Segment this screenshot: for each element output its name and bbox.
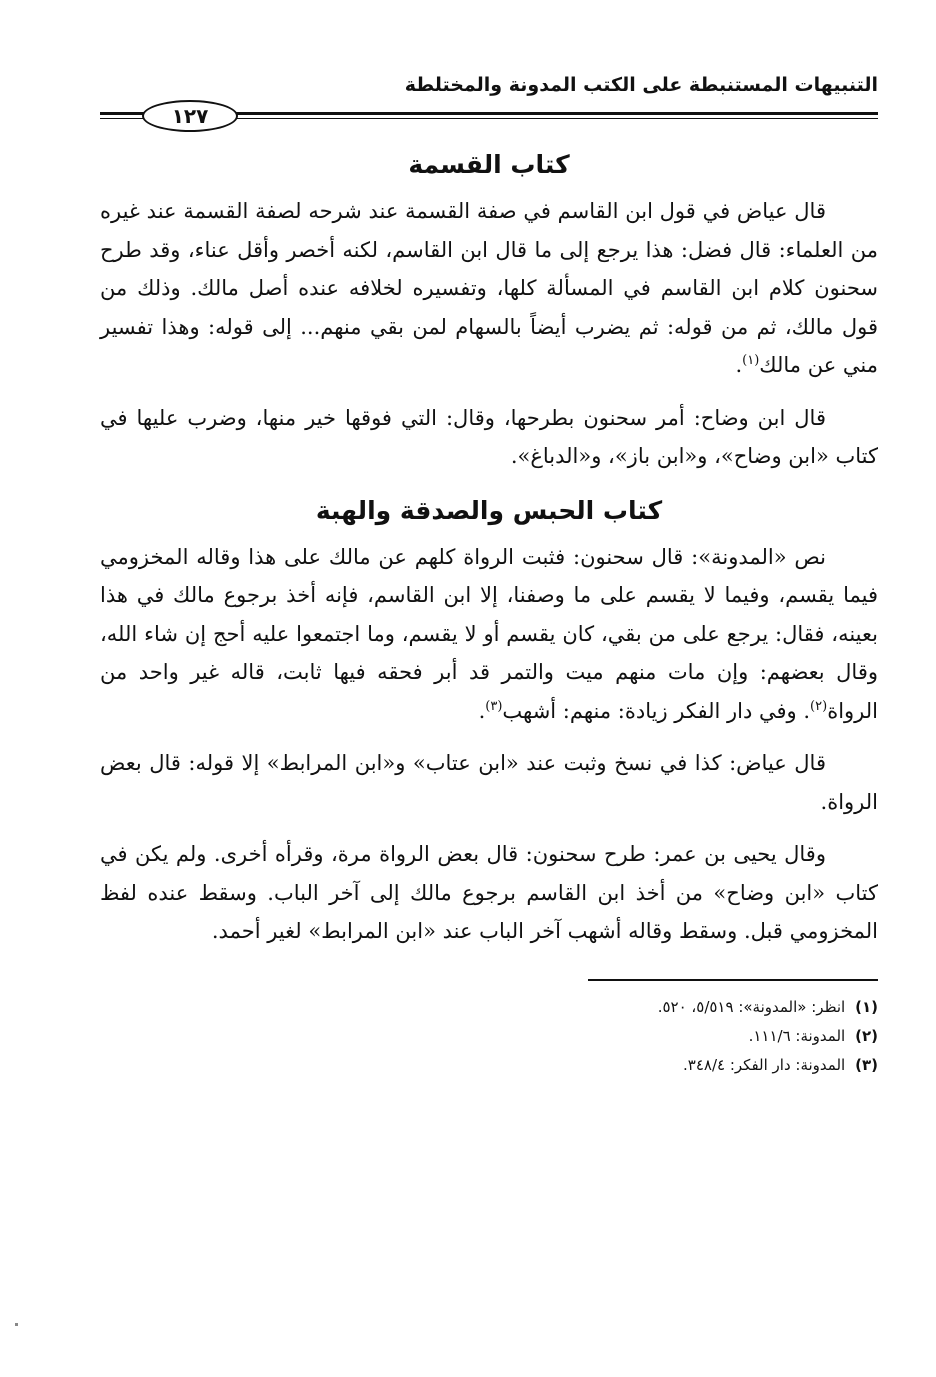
paragraph: وقال يحيى بن عمر: طرح سحنون: قال بعض الرواة مرة، وقرأه أخرى. ولم يكن في كتاب «ابن وضاح» من أخذ ابن القاسم برجوع مالك إلى آخر الباب. وسقط عنده لفظ المخزومي قبل. وسقط وقاله أشهب آخر الباب عند «ابن المرابط» لغير أحمد. — [100, 842, 878, 943]
paragraph: قال ابن وضاح: أمر سحنون بطرحها، وقال: التي فوقها خير منها، وضرب عليها في كتاب «ابن وضاح»، و«ابن باز»، و«الدباغ». — [100, 405, 878, 468]
book-page — [100, 70, 878, 1080]
footnote-ref[interactable]: (٣) — [485, 698, 503, 714]
paragraph-end: . — [735, 353, 743, 377]
paragraph-text: قال عياض في قول ابن القاسم في صفة القسمة عند شرحه لصفة القسمة عند غيره من العلماء: قال فضل: هذا يرجع إلى ما قال ابن القاسم، لكنه أخصر وأقل عناء، وقد طرح سحنون كلام ابن القاسم في المسألة كلها، وتفسيره لخلافه عنده أصل مالك. وذلك من قول مالك، ثم من قوله: ثم يضرب أيضاً بالسهام لمن بقي منهم... إلى قوله: وهذا تفسير مني عن مالك — [100, 199, 878, 377]
footnote — [100, 1051, 878, 1080]
footnote — [100, 993, 878, 1022]
footnote-number: (٢) — [855, 1026, 878, 1045]
paragraph-end: . — [478, 698, 486, 723]
footnote-separator — [588, 979, 878, 981]
paragraph — [100, 538, 878, 731]
paragraph: قال عياض: كذا في نسخ وثبت عند «ابن عتاب» و«ابن المرابط» إلا قوله: قال بعض الرواة. — [100, 751, 878, 814]
paragraph — [100, 192, 878, 385]
paragraph-text: . وفي دار الفكر زيادة: منهم: أشهب — [502, 698, 811, 723]
paragraph-text: نص «المدونة»: قال سحنون: فثبت الرواة كلهم عن مالك على هذا وقاله المخزومي فيما يقسم، وفيما لا يقسم على ما وصفنا، إلا ابن القاسم، فإنه أخذ برجوع مالك في هذا بعينه، فقال: يرجع على من بقي، كان يقسم أو لا يقسم، وما اجتمعوا عليه أحج إن شاء الله، وقال بعضهم: وإن مات منهم ميت والتمر قد أبر فحقه فيها ثابت، قاله غير واحد من الرواة — [100, 544, 878, 723]
footnote-number: (١) — [855, 997, 878, 1016]
chapter-title-endowment: كتاب الحبس والصدقة والهبة — [315, 495, 663, 525]
footnote-text: المدونة: دار الفكر: ٣٤٨/٤. — [683, 1055, 846, 1074]
scan-speck — [15, 1323, 18, 1326]
footnote-number: (٣) — [855, 1055, 878, 1074]
header-rule — [100, 100, 878, 130]
footnote-ref[interactable]: (٢) — [810, 698, 828, 714]
page-number: ١٢٧ — [142, 100, 238, 132]
footnote-text: انظر: «المدونة»: ٥/٥١٩، ٥٢٠. — [657, 997, 846, 1016]
running-header-title: التنبيهات المستنبطة على الكتب المدونة والمختلطة — [404, 74, 878, 96]
footnote-ref[interactable]: (١) — [742, 353, 760, 368]
footnote — [100, 1022, 878, 1051]
footnote-text: المدونة: ١١١/٦. — [748, 1026, 846, 1045]
chapter-title-division: كتاب القسمة — [408, 150, 570, 179]
